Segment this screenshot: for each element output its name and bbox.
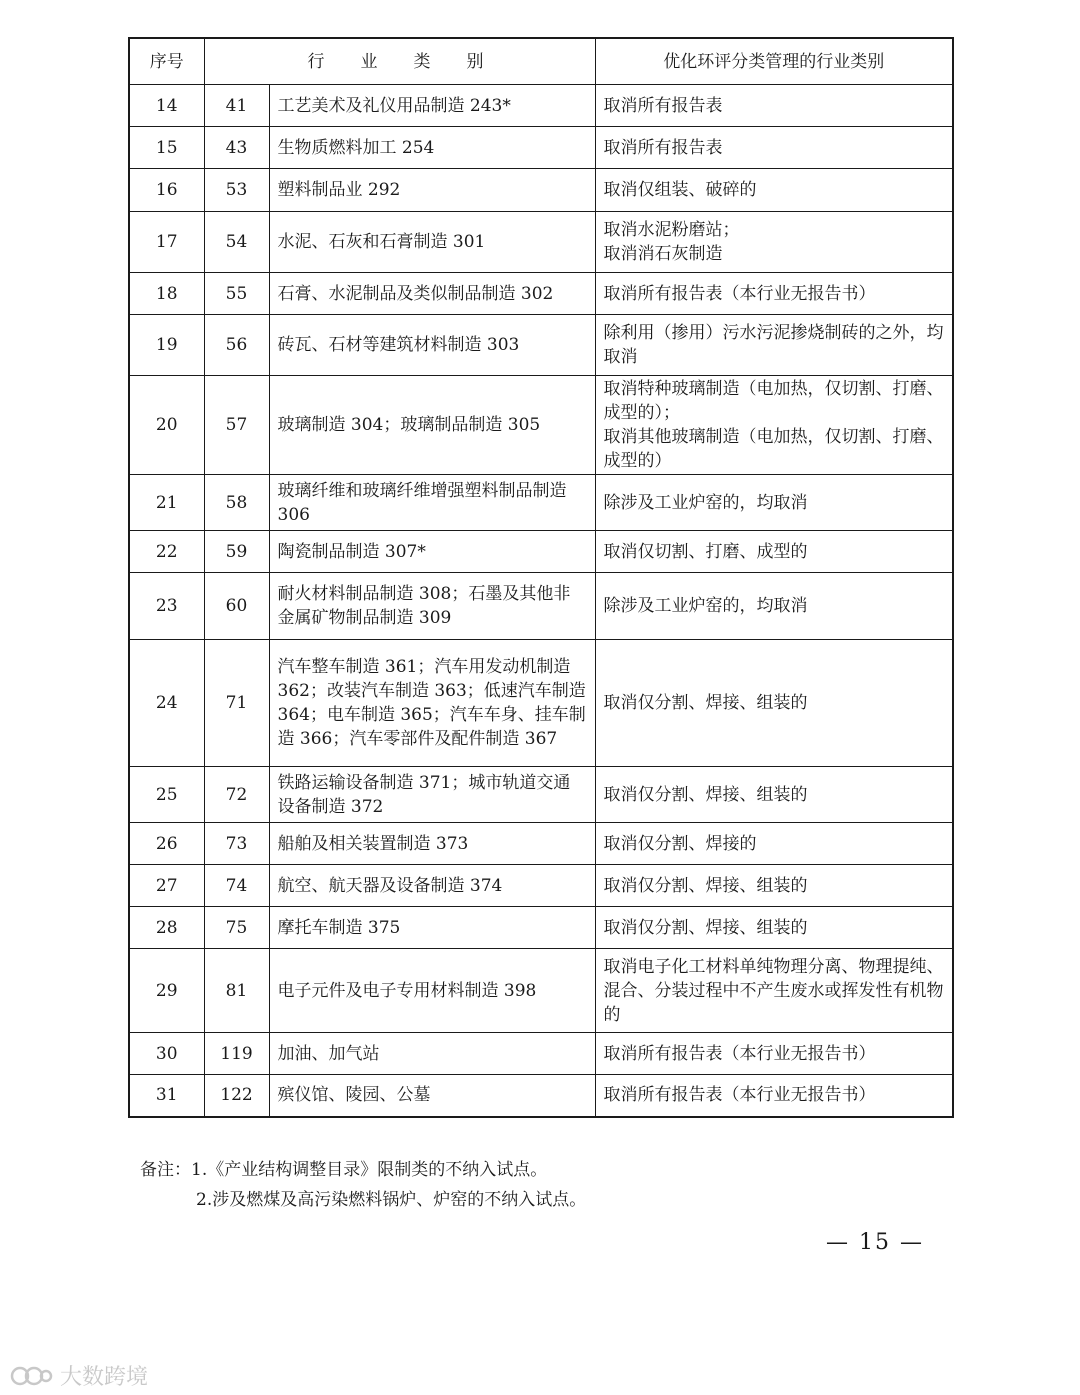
- table-row: [129, 640, 953, 767]
- row-industry: 汽车整车制造 361；汽车用发动机制造 362；改装汽车制造 363；低速汽车制造 364；电车制造 365；汽车车身、挂车制造 366；汽车零部件及配件制造 367: [269, 640, 595, 767]
- note-line-1: 备注：1.《产业结构调整目录》限制类的不纳入试点。: [140, 1160, 548, 1180]
- row-optimized: 除利用（掺用）污水污泥掺烧制砖的之外，均取消: [595, 315, 953, 376]
- table-header-row: [129, 38, 953, 85]
- row-code: 60: [204, 573, 269, 640]
- row-code: 81: [204, 949, 269, 1033]
- row-code: 119: [204, 1033, 269, 1075]
- row-seq: 15: [129, 127, 204, 169]
- row-optimized: 除涉及工业炉窑的，均取消: [595, 475, 953, 531]
- row-optimized: 取消所有报告表（本行业无报告书）: [595, 1033, 953, 1075]
- row-seq: 16: [129, 169, 204, 212]
- row-code: 75: [204, 907, 269, 949]
- table-row: [129, 907, 953, 949]
- table-row: [129, 315, 953, 376]
- row-optimized: 取消仅分割、焊接、组装的: [595, 907, 953, 949]
- table-row: [129, 949, 953, 1033]
- row-code: 41: [204, 85, 269, 127]
- row-code: 55: [204, 273, 269, 315]
- row-seq: 18: [129, 273, 204, 315]
- row-seq: 30: [129, 1033, 204, 1075]
- watermark-text: 大数跨境: [60, 1365, 149, 1390]
- row-seq: 14: [129, 85, 204, 127]
- table-row: [129, 475, 953, 531]
- page-number: — 15 —: [826, 1230, 924, 1255]
- row-industry: 加油、加气站: [269, 1033, 595, 1075]
- row-optimized: 取消仅组装、破碎的: [595, 169, 953, 212]
- row-optimized: 取消所有报告表（本行业无报告书）: [595, 1075, 953, 1117]
- row-seq: 17: [129, 212, 204, 273]
- row-seq: 23: [129, 573, 204, 640]
- row-optimized: 取消特种玻璃制造（电加热，仅切割、打磨、成型的）； 取消其他玻璃制造（电加热，仅切割、打磨、成型的）: [595, 376, 953, 475]
- watermark: [10, 1360, 148, 1391]
- row-code: 122: [204, 1075, 269, 1117]
- header-optimized: 优化环评分类管理的行业类别: [595, 38, 953, 85]
- row-code: 74: [204, 865, 269, 907]
- row-industry: 航空、航天器及设备制造 374: [269, 865, 595, 907]
- row-code: 71: [204, 640, 269, 767]
- row-optimized: 取消仅分割、焊接、组装的: [595, 865, 953, 907]
- row-seq: 21: [129, 475, 204, 531]
- row-industry: 水泥、石灰和石膏制造 301: [269, 212, 595, 273]
- row-code: 58: [204, 475, 269, 531]
- table-row: [129, 767, 953, 823]
- table-row: [129, 823, 953, 865]
- row-code: 72: [204, 767, 269, 823]
- row-industry: 铁路运输设备制造 371；城市轨道交通设备制造 372: [269, 767, 595, 823]
- row-code: 53: [204, 169, 269, 212]
- table-body: [129, 85, 953, 1117]
- table-row: [129, 212, 953, 273]
- table-row: [129, 376, 953, 475]
- table-row: [129, 127, 953, 169]
- row-seq: 20: [129, 376, 204, 475]
- row-seq: 19: [129, 315, 204, 376]
- row-industry: 玻璃纤维和玻璃纤维增强塑料制品制造 306: [269, 475, 595, 531]
- row-code: 56: [204, 315, 269, 376]
- table-row: [129, 85, 953, 127]
- row-optimized: 取消仅分割、焊接、组装的: [595, 767, 953, 823]
- row-industry: 玻璃制造 304；玻璃制品制造 305: [269, 376, 595, 475]
- row-optimized: 取消所有报告表: [595, 127, 953, 169]
- row-optimized: 取消电子化工材料单纯物理分离、物理提纯、混合、分装过程中不产生废水或挥发性有机物的: [595, 949, 953, 1033]
- row-code: 59: [204, 531, 269, 573]
- header-seq: 序号: [129, 38, 204, 85]
- row-industry: 船舶及相关装置制造 373: [269, 823, 595, 865]
- industry-table: [128, 37, 954, 1118]
- notes: [140, 1155, 586, 1215]
- row-industry: 生物质燃料加工 254: [269, 127, 595, 169]
- row-code: 73: [204, 823, 269, 865]
- note-line-2: 2.涉及燃煤及高污染燃料锅炉、炉窑的不纳入试点。: [196, 1190, 587, 1210]
- row-industry: 摩托车制造 375: [269, 907, 595, 949]
- table-row: [129, 573, 953, 640]
- row-seq: 25: [129, 767, 204, 823]
- row-seq: 22: [129, 531, 204, 573]
- row-seq: 29: [129, 949, 204, 1033]
- table-row: [129, 865, 953, 907]
- table-row: [129, 273, 953, 315]
- watermark-logo-icon: [10, 1364, 54, 1388]
- row-code: 54: [204, 212, 269, 273]
- row-industry: 塑料制品业 292: [269, 169, 595, 212]
- table-row: [129, 1033, 953, 1075]
- row-optimized: 取消仅切割、打磨、成型的: [595, 531, 953, 573]
- row-code: 43: [204, 127, 269, 169]
- table-row: [129, 1075, 953, 1117]
- row-optimized: 取消仅分割、焊接的: [595, 823, 953, 865]
- row-industry: 砖瓦、石材等建筑材料制造 303: [269, 315, 595, 376]
- table-row: [129, 169, 953, 212]
- row-code: 57: [204, 376, 269, 475]
- row-optimized: 取消仅分割、焊接、组装的: [595, 640, 953, 767]
- row-industry: 电子元件及电子专用材料制造 398: [269, 949, 595, 1033]
- header-industry: 行业类别: [204, 38, 595, 85]
- row-seq: 24: [129, 640, 204, 767]
- row-industry: 耐火材料制品制造 308；石墨及其他非金属矿物制品制造 309: [269, 573, 595, 640]
- row-industry: 工艺美术及礼仪用品制造 243*: [269, 85, 595, 127]
- row-industry: 殡仪馆、陵园、公墓: [269, 1075, 595, 1117]
- row-optimized: 取消水泥粉磨站； 取消消石灰制造: [595, 212, 953, 273]
- row-seq: 28: [129, 907, 204, 949]
- row-seq: 26: [129, 823, 204, 865]
- row-optimized: 取消所有报告表（本行业无报告书）: [595, 273, 953, 315]
- row-industry: 石膏、水泥制品及类似制品制造 302: [269, 273, 595, 315]
- row-seq: 27: [129, 865, 204, 907]
- row-optimized: 除涉及工业炉窑的，均取消: [595, 573, 953, 640]
- table-row: [129, 531, 953, 573]
- row-optimized: 取消所有报告表: [595, 85, 953, 127]
- row-seq: 31: [129, 1075, 204, 1117]
- row-industry: 陶瓷制品制造 307*: [269, 531, 595, 573]
